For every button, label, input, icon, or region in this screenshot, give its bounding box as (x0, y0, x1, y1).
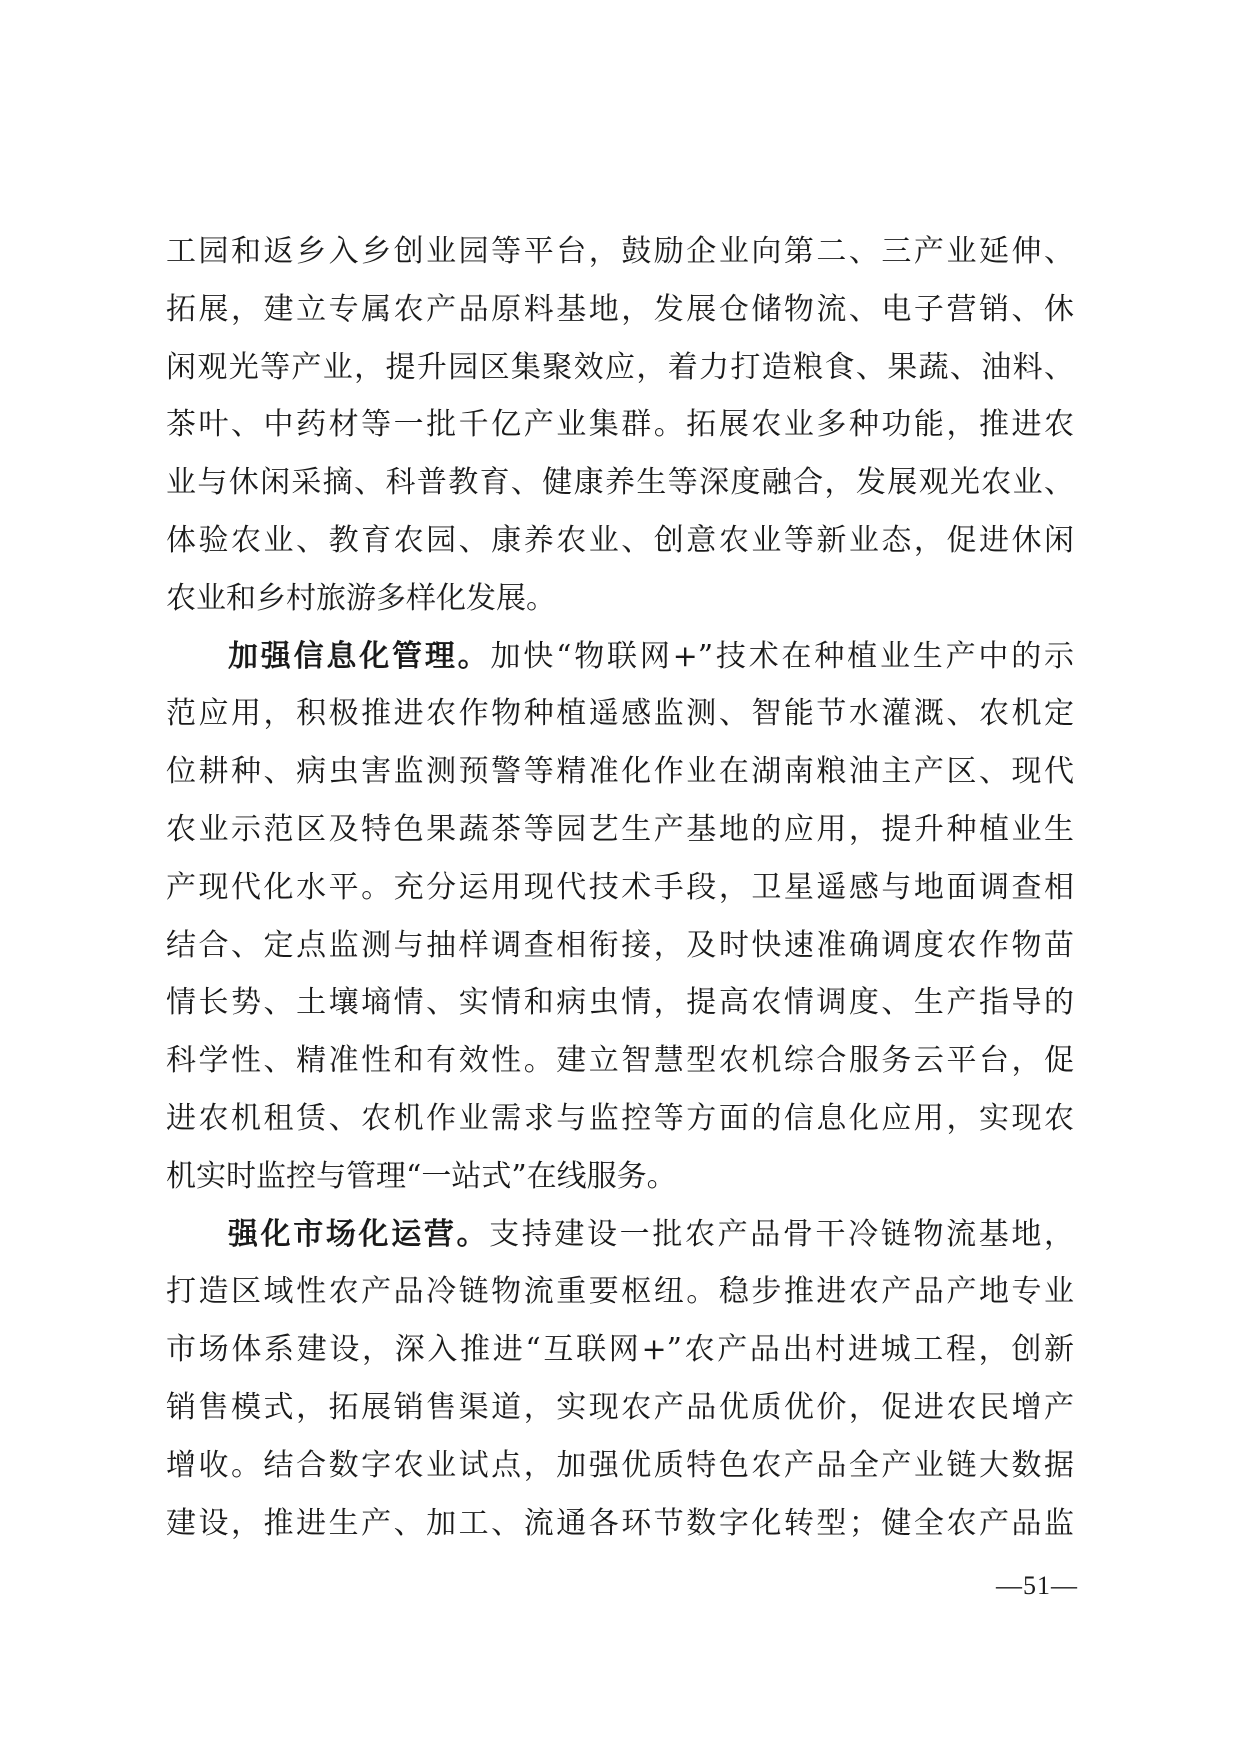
text-line: 科学性、精准性和有效性。建立智慧型农机综合服务云平台，促 (166, 1043, 1074, 1079)
paragraph-3 (166, 1206, 1074, 1553)
paragraph-2 (166, 628, 1074, 1206)
text-line: 产现代化水平。充分运用现代技术手段，卫星遥感与地面调查相 (166, 869, 1074, 905)
text-line: 进农机租赁、农机作业需求与监控等方面的信息化应用，实现农 (166, 1100, 1074, 1136)
paragraph-1 (166, 223, 1074, 628)
text-line: 体验农业、教育农园、康养农业、创意农业等新业态，促进休闲 (166, 522, 1074, 558)
text-line: 工园和返乡入乡创业园等平台，鼓励企业向第二、三产业延伸、 (166, 234, 1074, 269)
heading-line-text: 加快“物联网+”技术在种植业生产中的示 (490, 638, 1075, 674)
text-line: 范应用，积极推进农作物种植遥感监测、智能节水灌溉、农机定 (166, 696, 1074, 732)
paragraph-heading: 加强信息化管理。 (228, 638, 491, 674)
text-line: 位耕种、病虫害监测预警等精准化作业在湖南粮油主产区、现代 (166, 754, 1074, 790)
text-line: 农业和乡村旅游多样化发展。 (166, 580, 556, 616)
text-line: 建设，推进生产、加工、流通各环节数字化转型；健全农产品监 (166, 1505, 1074, 1541)
paragraph-heading: 强化市场化运营。 (228, 1216, 490, 1252)
text-line (166, 628, 1074, 686)
text-line: 增收。结合数字农业试点，加强优质特色农产品全产业链大数据 (166, 1447, 1074, 1483)
text-line: 业与休闲采摘、科普教育、健康养生等深度融合，发展观光农业、 (166, 465, 1074, 501)
text-line: 拓展，建立专属农产品原料基地，发展仓储物流、电子营销、休 (166, 291, 1074, 327)
body-text (166, 223, 1074, 1552)
text-line: 情长势、土壤墒情、实情和病虫情，提高农情调度、生产指导的 (166, 985, 1074, 1021)
heading-line-text: 支持建设一批农产品骨干冷链物流基地， (489, 1216, 1075, 1252)
text-line: 销售模式，拓展销售渠道，实现农产品优质优价，促进农民增产 (166, 1389, 1074, 1425)
text-line: 结合、定点监测与抽样调查相衔接，及时快速准确调度农作物苗 (166, 927, 1074, 963)
text-line (166, 1206, 1074, 1264)
text-line: 市场体系建设，深入推进“互联网+”农产品出村进城工程，创新 (166, 1332, 1074, 1368)
text-line: 打造区域性农产品冷链物流重要枢纽。稳步推进农产品产地专业 (166, 1274, 1074, 1310)
text-line: 闲观光等产业，提升园区集聚效应，着力打造粮食、果蔬、油料、 (166, 349, 1074, 385)
page-number: —51— (996, 1571, 1078, 1600)
text-line: 农业示范区及特色果蔬茶等园艺生产基地的应用，提升种植业生 (166, 811, 1074, 847)
text-line: 茶叶、中药材等一批千亿产业集群。拓展农业多种功能，推进农 (166, 407, 1074, 443)
text-line: 机实时监控与管理“一站式”在线服务。 (166, 1158, 677, 1194)
